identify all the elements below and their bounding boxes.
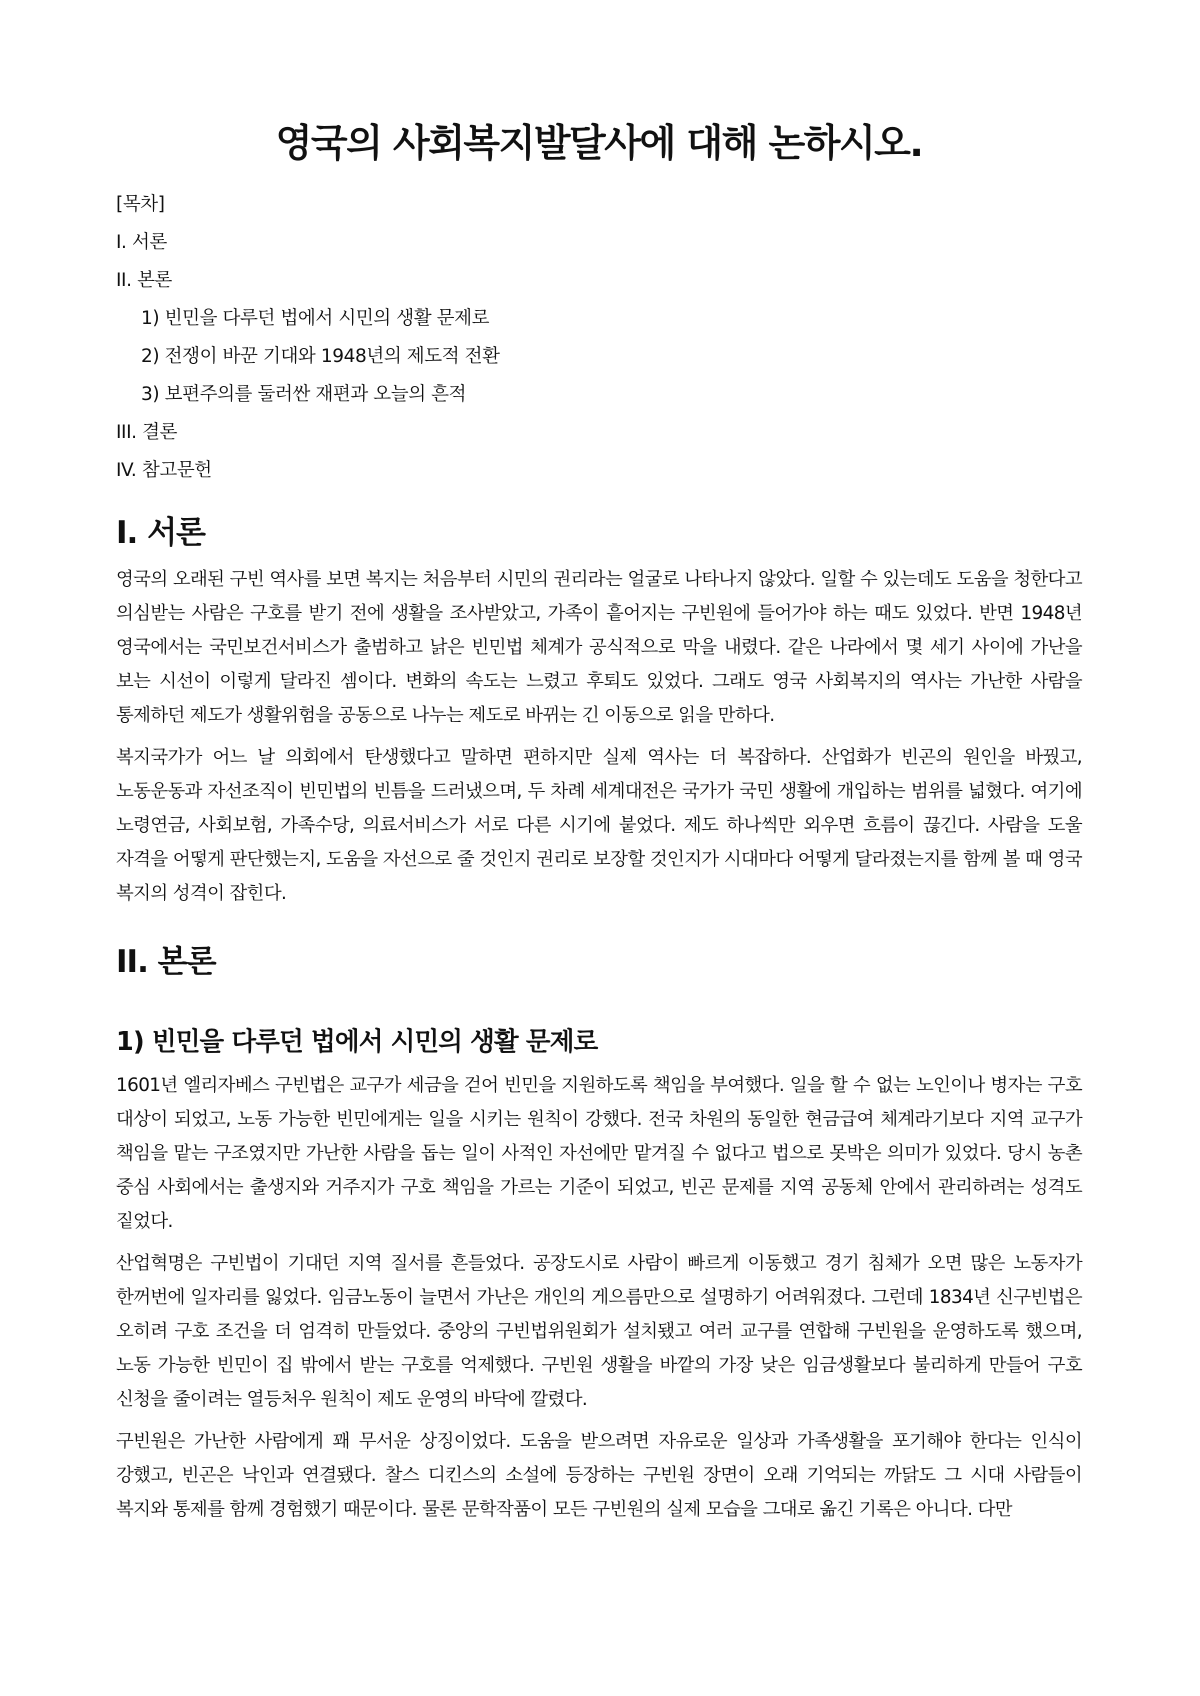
toc-item-conclusion: III. 결론: [116, 422, 178, 443]
toc-item-body-3: 3) 보편주의를 둘러싼 재편과 오늘의 흔적: [141, 384, 467, 405]
section-heading-intro: I. 서론: [116, 515, 205, 551]
intro-paragraph: 영국의 오래된 구빈 역사를 보면 복지는 처음부터 시민의 권리라는 얼굴로 나타나지 않았다. 일할 수 있는데도 도움을 청한다고 의심받는 사람은 구호를 받기 전에 생활을 조사받았고, 가족이 흩어지는 구빈원에 들어가야 하는 때도 있었다. 반면 1948년 영국에서는 국민보건서비스가 출범하고 낡은 빈민법 체계가 공식적으로 막을 내렸다. 같은 나라에서 몇 세기 사이에 가난을 보는 시선이 이렇게 달라진 셈이다. 변화의 속도는 느렸고 후퇴도 있었다. 그래도 영국 사회복지의 역사는 가난한 사람을 통제하던 제도가 생활위험을 공동으로 나누는 제도로 바뀌는 긴 이동으로 읽을 만하다.: [116, 569, 1082, 726]
body-paragraph: 구빈원은 가난한 사람에게 꽤 무서운 상징이었다. 도움을 받으려면 자유로운 일상과 가족생활을 포기해야 한다는 인식이 강했고, 빈곤은 낙인과 연결됐다. 찰스 디킨스의 소설에 등장하는 구빈원 장면이 오래 기억되는 까닭도 그 시대 사람들이 복지와 통제를 함께 경험했기 때문이다. 물론 문학작품이 모든 구빈원의 실제 모습을 그대로 옮긴 기록은 아니다. 다만: [116, 1431, 1082, 1520]
toc-item-body-1: 1) 빈민을 다루던 법에서 시민의 생활 문제로: [141, 308, 490, 329]
subsection-heading-1: 1) 빈민을 다루던 법에서 시민의 생활 문제로: [116, 1027, 598, 1057]
table-of-contents: [116, 192, 1082, 484]
toc-item-body-2: 2) 전쟁이 바꾼 기대와 1948년의 제도적 전환: [141, 346, 500, 367]
toc-item-body: II. 본론: [116, 270, 173, 291]
intro-paragraph: 복지국가가 어느 날 의회에서 탄생했다고 말하면 편하지만 실제 역사는 더 복잡하다. 산업화가 빈곤의 원인을 바꿨고, 노동운동과 자선조직이 빈민법의 빈틈을 드러냈으며, 두 차례 세계대전은 국가가 국민 생활에 개입하는 범위를 넓혔다. 여기에 노령연금, 사회보험, 가족수당, 의료서비스가 서로 다른 시기에 붙었다. 제도 하나씩만 외우면 흐름이 끊긴다. 사람을 도울 자격을 어떻게 판단했는지, 도움을 자선으로 줄 것인지 권리로 보장할 것인지가 시대마다 어떻게 달라졌는지를 함께 볼 때 영국 복지의 성격이 잡힌다.: [116, 747, 1082, 904]
toc-item-references: IV. 참고문헌: [116, 460, 212, 481]
document-title: 영국의 사회복지발달사에 대해 논하시오.: [275, 121, 923, 165]
body-paragraph: 산업혁명은 구빈법이 기대던 지역 질서를 흔들었다. 공장도시로 사람이 빠르게 이동했고 경기 침체가 오면 많은 노동자가 한꺼번에 일자리를 잃었다. 임금노동이 늘면서 가난은 개인의 게으름만으로 설명하기 어려워졌다. 그런데 1834년 신구빈법은 오히려 구호 조건을 더 엄격히 만들었다. 중앙의 구빈법위원회가 설치됐고 여러 교구를 연합해 구빈원을 운영하도록 했으며, 노동 가능한 빈민이 집 밖에서 받는 구호를 억제했다. 구빈원 생활을 바깥의 가장 낮은 임금생활보다 불리하게 만들어 구호 신청을 줄이려는 열등처우 원칙이 제도 운영의 바닥에 깔렸다.: [116, 1253, 1082, 1410]
toc-heading: [목차]: [116, 194, 165, 215]
toc-item-intro: I. 서론: [116, 232, 167, 253]
section-heading-body: II. 본론: [116, 944, 216, 980]
body-paragraph: 1601년 엘리자베스 구빈법은 교구가 세금을 걷어 빈민을 지원하도록 책임을 부여했다. 일을 할 수 없는 노인이나 병자는 구호 대상이 되었고, 노동 가능한 빈민에게는 일을 시키는 원칙이 강했다. 전국 차원의 동일한 현금급여 체계라기보다 지역 교구가 책임을 맡는 구조였지만 가난한 사람을 돕는 일이 사적인 자선에만 맡겨질 수 없다고 법으로 못박은 의미가 있었다. 당시 농촌 중심 사회에서는 출생지와 거주지가 구호 책임을 가르는 기준이 되었고, 빈곤 문제를 지역 공동체 안에서 관리하려는 성격도 짙었다.: [116, 1075, 1083, 1232]
